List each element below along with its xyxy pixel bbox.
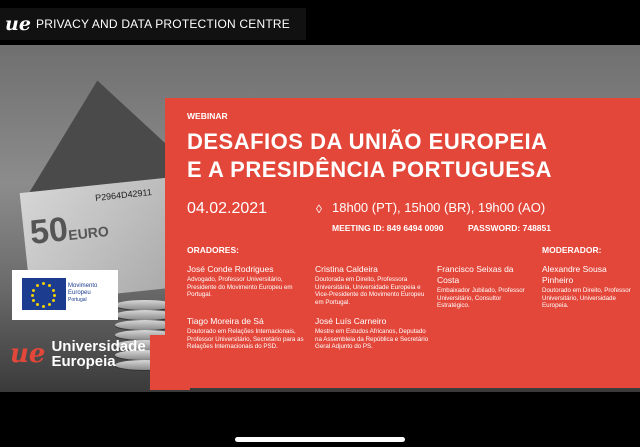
ue-logo-icon: ue <box>5 13 31 35</box>
header-title: PRIVACY AND DATA PROTECTION CENTRE <box>36 17 290 31</box>
event-times: 18h00 (PT), 15h00 (BR), 19h00 (AO) <box>332 200 546 215</box>
speaker-name: Tiago Moreira de Sá <box>187 316 264 326</box>
event-title-line1: DESAFIOS DA UNIÃO EUROPEIA <box>187 129 548 154</box>
universidade-europeia-logo <box>10 339 146 369</box>
event-type: WEBINAR <box>187 111 228 121</box>
banknote-serial: P2964D42911 <box>94 187 153 203</box>
diamond-icon: ◊ <box>316 202 322 216</box>
meeting-password: PASSWORD: 748851 <box>468 223 551 233</box>
event-date: 04.02.2021 <box>187 200 268 217</box>
eu-flag-icon <box>22 278 66 310</box>
home-indicator[interactable] <box>235 437 405 442</box>
speakers-heading: ORADORES: <box>187 245 239 255</box>
speaker-name: José Luís Carneiro <box>315 316 387 326</box>
speaker-desc: Advogado, Professor Universitário, Presidente do Movimento Europeu em Portugal. <box>187 276 293 299</box>
movimento-europeu-logo <box>12 270 118 320</box>
speaker-name: José Conde Rodrigues <box>187 264 274 274</box>
speaker-desc: Doutorado em Relações Internacionais, Professor Universitário, Secretário para as Relações Internacionais do PSD. <box>187 328 304 351</box>
ue-logo-text: Universidade Europeia <box>51 338 146 370</box>
panel-notch <box>150 335 190 390</box>
moderator-name: Alexandre Sousa Pinheiro <box>542 264 607 285</box>
speaker-desc: Doutorada em Direito, Professora Universitária, Universidade Europeia e Vice-Presidente do Movimento Europeu em Portugal. <box>315 276 425 306</box>
ue-logo-mark: ue <box>10 339 46 369</box>
speaker-desc: Mestre em Estudos Africanos, Deputado na Assembleia da República e Secretário Geral Adjunto do PS. <box>315 328 429 351</box>
moderator-heading: MODERADOR: <box>542 245 602 255</box>
speaker-name: Francisco Seixas da Costa <box>437 264 514 285</box>
speaker-name: Cristina Caldeira <box>315 264 378 274</box>
movimento-europeu-text: Movimento Europeu Portugal <box>68 283 98 303</box>
moderator-desc: Doutorado em Direito, Professor Universitário, Universidade Europeia. <box>542 287 631 310</box>
webinar-poster <box>0 45 640 392</box>
banknote-value: 50EURO <box>28 210 110 252</box>
event-title-line2: E A PRESIDÊNCIA PORTUGUESA <box>187 157 553 182</box>
meeting-id: MEETING ID: 849 6494 0090 <box>332 223 444 233</box>
header-bar <box>0 8 306 40</box>
speaker-desc: Embaixador Jubilado, Professor Universitário, Consultor Estratégico. <box>437 287 525 310</box>
